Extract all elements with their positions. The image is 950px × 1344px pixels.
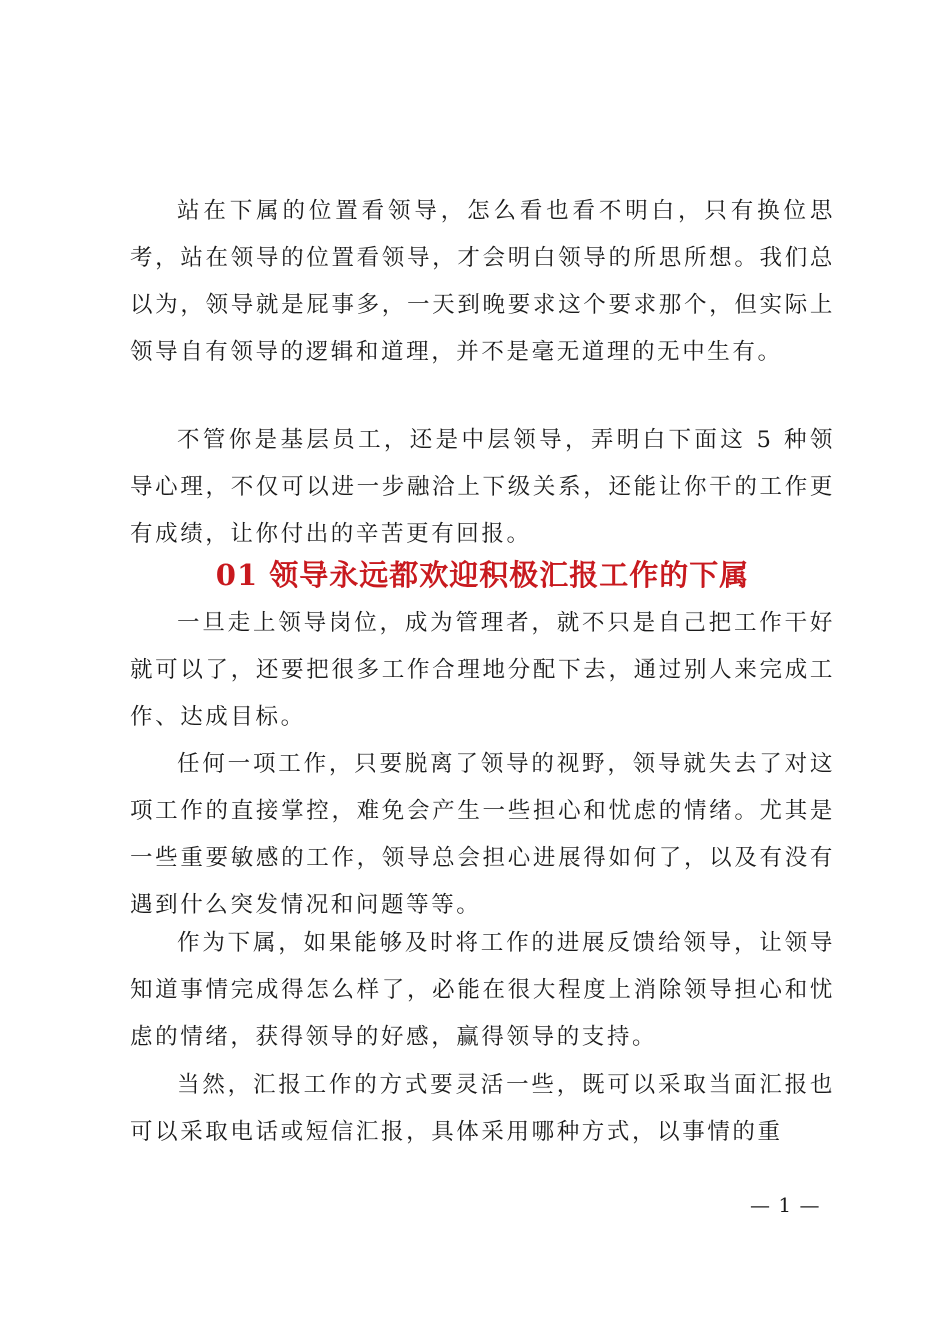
body-paragraph: 任何一项工作，只要脱离了领导的视野，领导就失去了对这项工作的直接掌控，难免会产生一些担心和忧虑的情绪。尤其是一些重要敏感的工作，领导总会担心进展得如何了，以及有没有遇到什么突发情况和问题等等。	[130, 751, 835, 918]
body-paragraph: 作为下属，如果能够及时将工作的进展反馈给领导，让领导知道事情完成得怎么样了，必能在很大程度上消除领导担心和忧虑的情绪，获得领导的好感，赢得领导的支持。	[130, 930, 835, 1050]
page-number: — 1 —	[750, 1193, 821, 1217]
body-paragraph: 站在下属的位置看领导，怎么看也看不明白，只有换位思考，站在领导的位置看领导，才会明白领导的所思所想。我们总以为，领导就是屁事多，一天到晚要求这个要求那个，但实际上领导自有领导的逻辑和道理，并不是毫无道理的无中生有。	[130, 198, 835, 365]
body-paragraph: 当然，汇报工作的方式要灵活一些，既可以采取当面汇报也可以采取电话或短信汇报，具体采用哪种方式，以事情的重	[130, 1072, 835, 1145]
body-paragraph: 一旦走上领导岗位，成为管理者，就不只是自己把工作干好就可以了，还要把很多工作合理地分配下去，通过别人来完成工作、达成目标。	[130, 610, 835, 730]
body-paragraph: 不管你是基层员工，还是中层领导，弄明白下面这 5 种领导心理，不仅可以进一步融洽上下级关系，还能让你干的工作更有成绩，让你付出的辛苦更有回报。	[130, 427, 835, 547]
section-heading: 01 领导永远都欢迎积极汇报工作的下属	[215, 558, 750, 592]
